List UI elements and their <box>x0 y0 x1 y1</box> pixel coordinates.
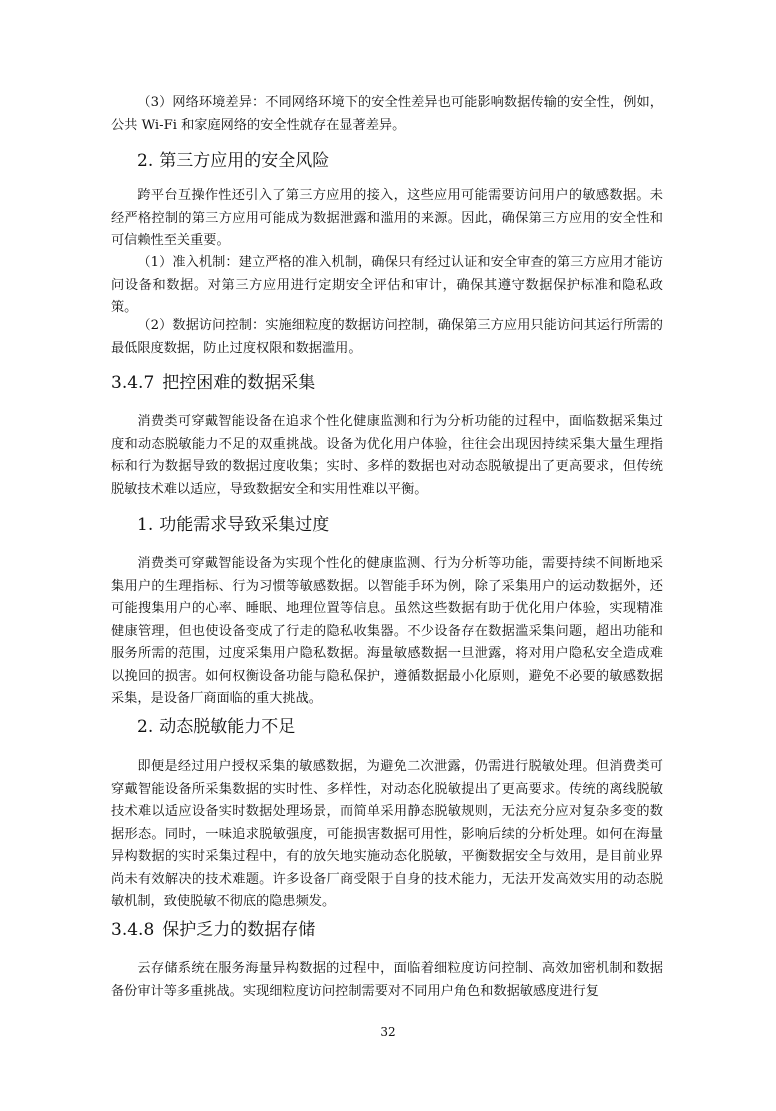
heading-text: 功能需求导致采集过度 <box>159 515 330 535</box>
paragraph-access-mechanism: （1）准入机制：建立严格的准入机制，确保只有经过认证和安全审查的第三方应用才能访问设备和数据。对第三方应用进行定期安全评估和审计，确保其遵守数据保护标准和隐私政策。 <box>111 255 663 315</box>
section-number: 3.4.8 <box>111 920 155 940</box>
heading-3-4-8 <box>111 918 315 942</box>
paragraph-over-collection: 消费类可穿戴智能设备为实现个性化的健康监测、行为分析等功能，需要持续不间断地采集用户的生理指标、行为习惯等敏感数据。以智能手环为例，除了采集用户的运动数据外，还可能搜集用户的心率、睡眠、地理位置等信息。虽然这些数据有助于优化用户体验，实现精准健康管理，但也使设备变成了行走的隐私收集器。不少设备存在数据滥采集问题，超出功能和服务所需的范围，过度采集用户隐私数据。海量敏感数据一旦泄露，将对用户隐私安全造成难以挽回的损害。如何权衡设备功能与隐私保护，遵循数据最小化原则，避免不必要的敏感数据采集，是设备厂商面临的重大挑战。 <box>111 556 663 706</box>
heading-number: 1. <box>137 515 154 535</box>
paragraph-third-party-intro: 跨平台互操作性还引入了第三方应用的接入，这些应用可能需要访问用户的敏感数据。未经严格控制的第三方应用可能成为数据泄露和滥用的来源。因此，确保第三方应用的安全性和可信赖性至关重要。 <box>111 188 663 248</box>
heading-number: 2. <box>137 151 154 171</box>
heading-text: 把控困难的数据采集 <box>162 373 316 393</box>
paragraph-collection-overview: 消费类可穿戴智能设备在追求个性化健康监测和行为分析功能的过程中，面临数据采集过度和动态脱敏能力不足的双重挑战。设备为优化用户体验，往往会出现因持续采集大量生理指标和行为数据导致的数据过度收集；实时、多样的数据也对动态脱敏提出了更高要求，但传统脱敏技术难以适应，导致数据安全和实用性难以平衡。 <box>111 414 663 497</box>
heading-3-4-7 <box>111 371 315 395</box>
paragraph-data-access-control: （2）数据访问控制：实施细粒度的数据访问控制，确保第三方应用只能访问其运行所需的最低限度数据，防止过度权限和数据滥用。 <box>111 318 663 356</box>
paragraph-data-storage: 云存储系统在服务海量异构数据的过程中，面临着细粒度访问控制、高效加密机制和数据备份审计等多重挑战。实现细粒度访问控制需要对不同用户角色和数据敏感度进行复 <box>111 961 663 999</box>
page-number: 32 <box>380 1025 396 1039</box>
paragraph-network-env: （3）网络环境差异：不同网络环境下的安全性差异也可能影响数据传输的安全性，例如，公共 Wi-Fi 和家庭网络的安全性就存在显著差异。 <box>111 95 663 133</box>
heading-text: 保护乏力的数据存储 <box>162 920 316 940</box>
heading-text: 动态脱敏能力不足 <box>159 717 296 737</box>
heading-over-collection <box>137 513 329 537</box>
heading-dynamic-masking <box>137 715 295 739</box>
heading-third-party-risk <box>137 149 329 173</box>
heading-text: 第三方应用的安全风险 <box>159 151 330 171</box>
section-number: 3.4.7 <box>111 373 155 393</box>
heading-number: 2. <box>137 717 154 737</box>
paragraph-dynamic-masking: 即便是经过用户授权采集的敏感数据，为避免二次泄露，仍需进行脱敏处理。但消费类可穿戴智能设备所采集数据的实时性、多样性，对动态化脱敏提出了更高要求。传统的离线脱敏技术难以适应设备实时数据处理场景，而简单采用静态脱敏规则，无法充分应对复杂多变的数据形态。同时，一味追求脱敏强度，可能损害数据可用性，影响后续的分析处理。如何在海量异构数据的实时采集过程中，有的放矢地实施动态化脱敏，平衡数据安全与效用，是目前业界尚未有效解决的技术难题。许多设备厂商受限于自身的技术能力，无法开发高效实用的动态脱敏机制，致使脱敏不彻底的隐患频发。 <box>111 759 663 909</box>
